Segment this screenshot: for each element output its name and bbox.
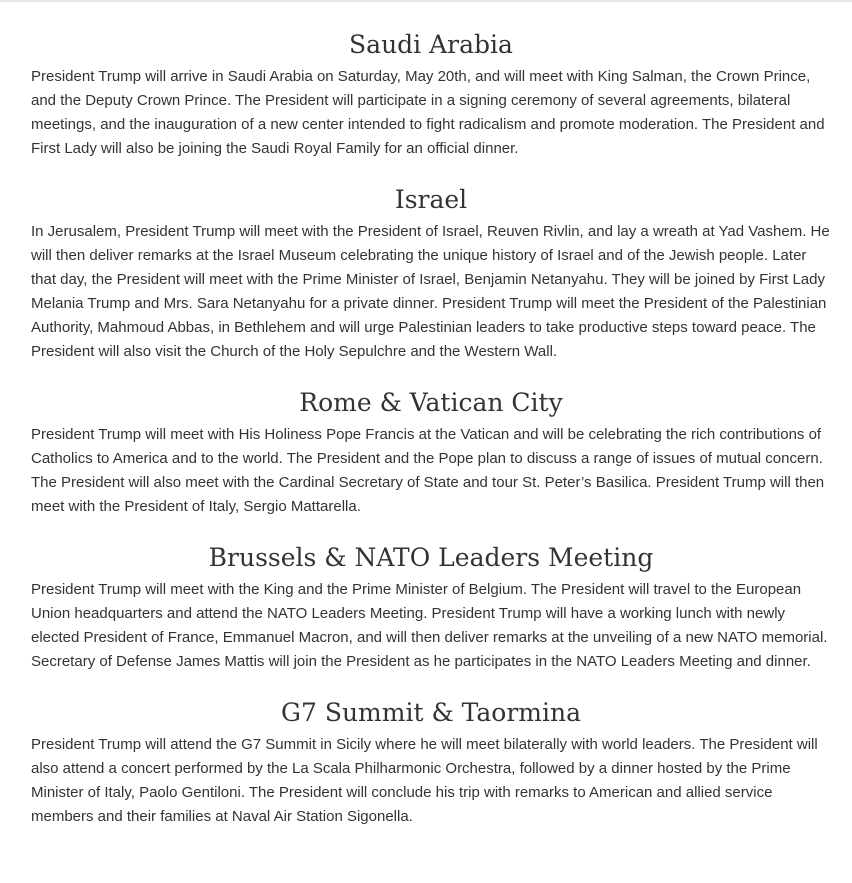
section-brussels-nato [31, 541, 831, 674]
section-heading-saudi-arabia: Saudi Arabia [349, 30, 513, 59]
section-body-israel: In Jerusalem, President Trump will meet with the President of Israel, Reuven Rivlin, and lay a wreath at Yad Vashem. He will then deliver remarks at the Israel Museum celebrating the unique history of Israel and of the Jewish people. Later that day, the President will meet with the Prime Minister of Israel, Benjamin Netanyahu. They will be joined by First Lady Melania Trump and Mrs. Sara Netanyahu for a private dinner. President Trump will meet the President of the Palestinian Authority, Mahmoud Abbas, in Bethlehem and will urge Palestinian leaders to take productive steps toward peace. The President will also visit the Church of the Holy Sepulchre and the Western Wall. [31, 223, 830, 360]
article-content [31, 28, 831, 851]
section-g7-taormina [31, 696, 831, 829]
section-saudi-arabia [31, 28, 831, 161]
section-israel [31, 183, 831, 364]
section-heading-brussels-nato: Brussels & NATO Leaders Meeting [208, 543, 654, 572]
section-heading-rome-vatican: Rome & Vatican City [299, 388, 563, 417]
section-body-saudi-arabia: President Trump will arrive in Saudi Arabia on Saturday, May 20th, and will meet with King Salman, the Crown Prince, and the Deputy Crown Prince. The President will participate in a signing ceremony of several agreements, bilateral meetings, and the inauguration of a new center intended to fight radicalism and promote moderation. The President and First Lady will also be joining the Saudi Royal Family for an official dinner. [31, 68, 825, 157]
top-divider [0, 0, 852, 2]
section-body-rome-vatican: President Trump will meet with His Holiness Pope Francis at the Vatican and will be celebrating the rich contributions of Catholics to America and to the world. The President and the Pope plan to discuss a range of issues of mutual concern. The President will also meet with the Cardinal Secretary of State and tour St. Peter’s Basilica. President Trump will then meet with the President of Italy, Sergio Mattarella. [31, 426, 825, 515]
section-body-g7-taormina: President Trump will attend the G7 Summit in Sicily where he will meet bilaterally with world leaders. The President will also attend a concert performed by the La Scala Philharmonic Orchestra, followed by a dinner hosted by the Prime Minister of Italy, Paolo Gentiloni. The President will conclude his trip with remarks to American and allied service members and their families at Naval Air Station Sigonella. [31, 736, 818, 825]
section-rome-vatican [31, 386, 831, 519]
section-heading-g7-taormina: G7 Summit & Taormina [281, 698, 581, 727]
section-body-brussels-nato: President Trump will meet with the King and the Prime Minister of Belgium. The President will travel to the European Union headquarters and attend the NATO Leaders Meeting. President Trump will have a working lunch with newly elected President of France, Emmanuel Macron, and will then deliver remarks at the unveiling of a new NATO memorial. Secretary of Defense James Mattis will join the President as he participates in the NATO Leaders Meeting and dinner. [31, 581, 828, 670]
section-heading-israel: Israel [394, 185, 468, 214]
